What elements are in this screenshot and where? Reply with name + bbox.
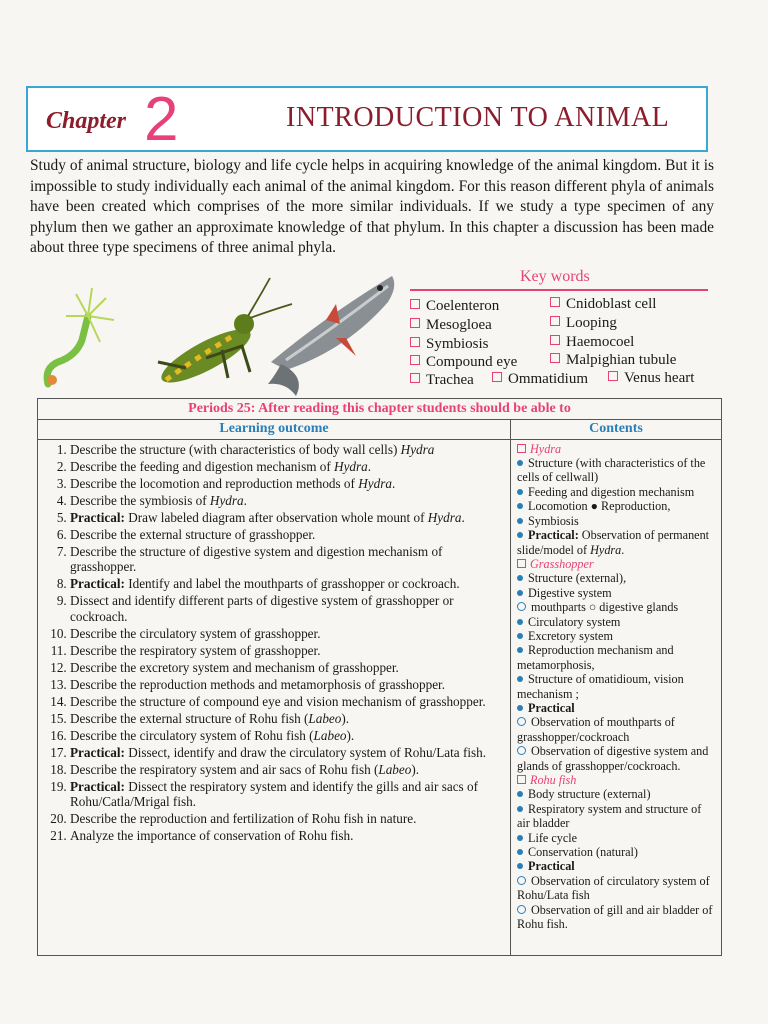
chapter-label: Chapter bbox=[46, 108, 127, 134]
contents-item: Observation of circulatory system of Rohu/Lata fish bbox=[517, 873, 710, 903]
animal-illustrations bbox=[36, 276, 406, 398]
outcomes-table bbox=[37, 398, 722, 956]
intro-paragraph: Study of animal structure, biology and life cycle helps in acquiring knowledge of the animal kingdom. But it is impossible to study individually each animal of the animal kingdom. For this reason different phyla of animals have been created which comprises of the more similar individuals. If we study a type specimen of any phylum then we gather an approximate knowledge of that phylum. In this chapter a discussion has been made about three type specimens of three animal phyla. bbox=[30, 157, 714, 256]
learning-outcome-item: 16. Describe the circulatory system of Rohu fish (Labeo). bbox=[70, 728, 504, 744]
contents-item: Digestive system bbox=[517, 586, 715, 600]
keyword-item: Symbiosis bbox=[410, 336, 489, 353]
contents-item: Symbiosis bbox=[517, 514, 715, 528]
learning-outcome-cell bbox=[38, 439, 511, 955]
keyword-item: Malpighian tubule bbox=[550, 352, 676, 369]
learning-outcome-item: 10. Describe the circulatory system of grasshopper. bbox=[70, 626, 504, 642]
learning-outcome-item: 9. Dissect and identify different parts of digestive system of grasshopper or cockroach. bbox=[70, 593, 504, 624]
contents-list bbox=[517, 442, 715, 932]
learning-outcome-item: 7. Describe the structure of digestive system and digestion mechanism of grasshopper. bbox=[70, 544, 504, 575]
contents-section-heading: Hydra bbox=[517, 442, 715, 456]
grasshopper-illustration bbox=[155, 278, 292, 392]
contents-section-heading: Rohu fish bbox=[517, 773, 715, 787]
learning-outcome-item: 11. Describe the respiratory system of grasshopper. bbox=[70, 643, 504, 659]
learning-outcome-item: 17. Practical: Dissect, identify and draw the circulatory system of Rohu/Lata fish. bbox=[70, 745, 504, 761]
learning-outcome-item: 12. Describe the excretory system and mechanism of grasshopper. bbox=[70, 660, 504, 676]
contents-item: Circulatory system bbox=[517, 615, 715, 629]
keyword-item: Looping bbox=[550, 315, 617, 332]
learning-outcome-item: 8. Practical: Identify and label the mouthparts of grasshopper or cockroach. bbox=[70, 576, 504, 592]
outcome-list bbox=[46, 442, 504, 844]
contents-item: Body structure (external) bbox=[517, 787, 715, 801]
contents-item: Observation of gill and air bladder of Rohu fish. bbox=[517, 902, 713, 932]
learning-outcome-item: 21. Analyze the importance of conservation of Rohu fish. bbox=[70, 828, 504, 844]
keyword-item: Trachea bbox=[410, 372, 474, 389]
contents-item: Locomotion ● Reproduction, bbox=[517, 499, 715, 513]
chapter-header bbox=[26, 86, 708, 152]
keyword-item: Cnidoblast cell bbox=[550, 296, 656, 313]
keyword-item: Haemocoel bbox=[550, 334, 634, 351]
learning-outcome-item: 19. Practical: Dissect the respiratory system and identify the gills and air sacs of Rohu/Catla/Mrigal fish. bbox=[70, 779, 504, 810]
hydra-illustration bbox=[47, 288, 114, 385]
contents-item: Practical bbox=[517, 701, 715, 715]
contents-item: mouthparts ○ digestive glands bbox=[517, 600, 715, 614]
keyword-item: Venus heart bbox=[608, 370, 694, 387]
periods-heading: Periods 25: After reading this chapter students should be able to bbox=[38, 399, 722, 420]
learning-outcome-item: 18. Describe the respiratory system and air sacs of Rohu fish (Labeo). bbox=[70, 762, 504, 778]
learning-outcome-item: 20. Describe the reproduction and fertilization of Rohu fish in nature. bbox=[70, 811, 504, 827]
learning-outcome-item: 2. Describe the feeding and digestion mechanism of Hydra. bbox=[70, 459, 504, 475]
contents-item: Observation of digestive system and glands of grasshopper/cockroach. bbox=[517, 744, 709, 773]
learning-outcome-item: 15. Describe the external structure of Rohu fish (Labeo). bbox=[70, 711, 504, 727]
learning-outcome-item: 5. Practical: Draw labeled diagram after observation whole mount of Hydra. bbox=[70, 510, 504, 526]
contents-item: Structure (external), bbox=[517, 571, 715, 585]
rohu-fish-illustration bbox=[268, 276, 394, 396]
keyword-item: Mesogloea bbox=[410, 317, 492, 334]
learning-outcome-item: 14. Describe the structure of compound eye and vision mechanism of grasshopper. bbox=[70, 694, 504, 710]
learning-outcome-item: 4. Describe the symbiosis of Hydra. bbox=[70, 493, 504, 509]
learning-outcome-item: 3. Describe the locomotion and reproduction methods of Hydra. bbox=[70, 476, 504, 492]
contents-item: Reproduction mechanism and metamorphosis, bbox=[517, 643, 674, 672]
chapter-number: 2 bbox=[144, 85, 179, 154]
keywords-divider bbox=[410, 289, 708, 291]
keyword-item: Compound eye bbox=[410, 354, 517, 371]
contents-item: Practical bbox=[517, 859, 715, 873]
contents-item: Respiratory system and structure of air bladder bbox=[517, 801, 702, 831]
contents-item: Observation of mouthparts of grasshopper/cockroach bbox=[517, 715, 675, 744]
contents-item: Practical: Observation of permanent slide/model of Hydra. bbox=[517, 528, 710, 557]
learning-outcome-item: 13. Describe the reproduction methods and metamorphosis of grasshopper. bbox=[70, 677, 504, 693]
contents-section-heading: Grasshopper bbox=[517, 557, 715, 571]
contents-item: Feeding and digestion mechanism bbox=[517, 485, 715, 499]
contents-cell bbox=[511, 439, 722, 955]
contents-item: Excretory system bbox=[517, 629, 715, 643]
contents-item: Life cycle bbox=[517, 831, 715, 845]
learning-outcome-item: 6. Describe the external structure of grasshopper. bbox=[70, 527, 504, 543]
keyword-item: Coelenteron bbox=[410, 298, 499, 315]
contents-header: Contents bbox=[511, 420, 722, 439]
contents-item: Structure of omatidioum, vision mechanism ; bbox=[517, 672, 684, 701]
learning-outcome-item: 1. Describe the structure (with characteristics of body wall cells) Hydra bbox=[70, 442, 504, 458]
contents-item: Structure (with characteristics of the cells of cellwall) bbox=[517, 456, 706, 485]
keyword-item: Ommatidium bbox=[492, 371, 588, 388]
chapter-title: INTRODUCTION TO ANIMAL bbox=[286, 102, 670, 133]
contents-item: Conservation (natural) bbox=[517, 845, 715, 859]
learning-outcome-header: Learning outcome bbox=[38, 420, 511, 439]
keywords-title: Key words bbox=[520, 268, 590, 285]
